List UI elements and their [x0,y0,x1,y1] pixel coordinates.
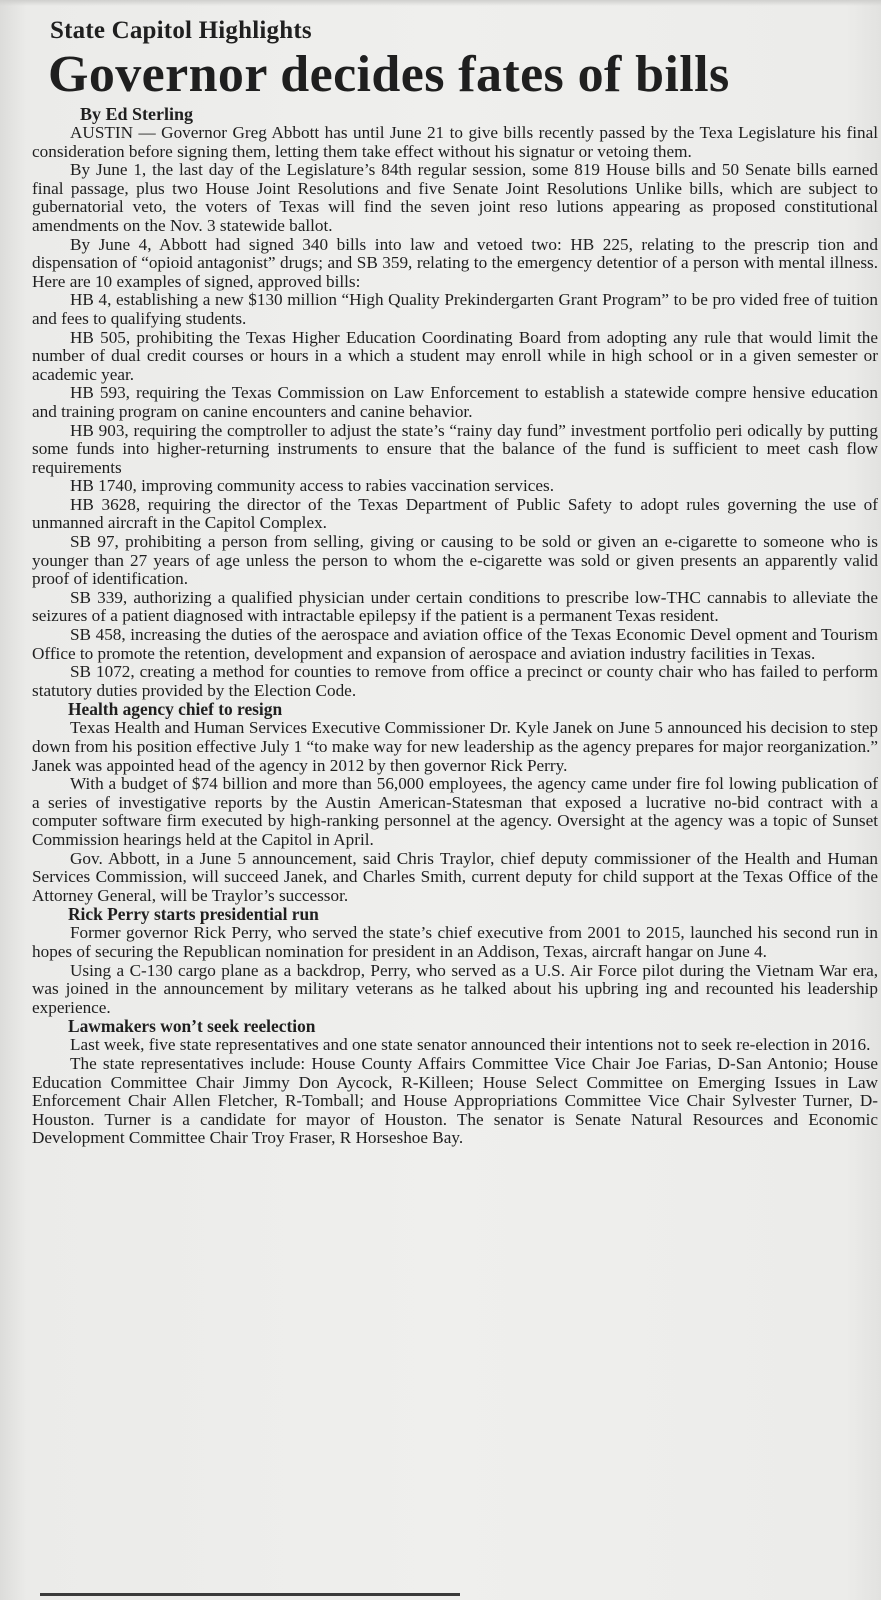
paragraph: AUSTIN — Governor Greg Abbott has until June 21 to give bills recently passed by the Texa Legislature his final consideration before signing them, letting them take effect without his signatur or vetoing them. [32,123,878,161]
subheading-health-agency: Health agency chief to resign [68,699,283,720]
paragraph: HB 903, requiring the comptroller to adjust the state’s “rainy day fund” investment portfolio peri odically by putting some funds into higher-returning instruments to ensure that the balance of the fund is sufficient to meet cash flow requirements [32,420,878,477]
paragraph: With a budget of $74 billion and more than 56,000 employees, the agency came under fire fol lowing publication of a series of investigative reports by the Austin American-Statesman that exposed a lucrative no-bid contract with a computer software firm executed by high-ranking personnel at the agency. Oversight at the agency was a topic of Sunset Commission hearings held at the Capitol in April. [32,774,878,849]
paragraph: Using a C-130 cargo plane as a backdrop, Perry, who served as a U.S. Air Force pilot during the Vietnam War era, was joined in the announcement by military veterans as he talked about his upbring ing and recounted his leadership experience. [32,960,878,1017]
paragraph: By June 4, Abbott had signed 340 bills into law and vetoed two: HB 225, relating to the prescrip tion and dispensation of “opioid antagonist” drugs; and SB 359, relating to the emergency detentior of a person with mental illness. Here are 10 examples of signed, approved bills: [32,234,878,291]
article-body [32,124,878,1148]
bottom-rule [40,1593,460,1596]
paragraph: SB 97, prohibiting a person from selling, giving or causing to be sold or given an e-cigarette to someone who is younger than 27 years of age unless the person to whom the e-cigarette was sold or given presents an apparently valid proof of identification. [32,532,878,589]
paragraph: Gov. Abbott, in a June 5 announcement, said Chris Traylor, chief deputy commissioner of the Health and Human Services Commission, will succeed Janek, and Charles Smith, current deputy for child support at the Texas Office of the Attorney General, will be Traylor’s successor. [32,848,878,905]
paragraph: SB 339, authorizing a qualified physician under certain conditions to prescribe low-THC cannabis to alleviate the seizures of a patient diagnosed with intractable epilepsy if the patient is a permanent Texas resident. [32,587,878,626]
paragraph: SB 1072, creating a method for counties to remove from office a precinct or county chair who has failed to perform statutory duties provided by the Election Code. [32,662,878,700]
paper-fold-shadow [0,0,881,6]
paragraph: Texas Health and Human Services Executive Commissioner Dr. Kyle Janek on June 5 announced his decision to step down from his position effective July 1 “to make way for new leadership as the agency prepares for major reorganization.” Janek was appointed head of the agency in 2012 by then governor Rick Perry. [32,718,878,775]
section-kicker: State Capitol Highlights [50,17,312,44]
paragraph: The state representatives include: House County Affairs Committee Vice Chair Joe Farias, D-San Antonio; House Education Committee Chair Jimmy Don Aycock, R-Killeen; House Select Committee on Emerging Issues in Law Enforcement Chair Allen Fletcher, R-Tomball; and House Appropriations Committee Vice Chair Sylvester Turner, D-Houston. Turner is a candidate for mayor of Houston. The senator is Senate Natural Resources and Economic Development Committee Chair Troy Fraser, R Horseshoe Bay. [32,1053,878,1148]
article-column [32,14,878,1148]
paragraph: HB 593, requiring the Texas Commission on Law Enforcement to establish a statewide compre hensive education and training program on canine encounters and canine behavior. [32,383,878,421]
subheading-rick-perry: Rick Perry starts presidential run [68,904,319,925]
paragraph: Former governor Rick Perry, who served the state’s chief executive from 2001 to 2015, launched his second run in hopes of securing the Republican nomination for president in an Addison, Texas, aircraft hangar on June 4. [32,923,878,961]
paragraph: Last week, five state representatives and one state senator announced their intentions not to seek re-election in 2016. [70,1035,871,1055]
paragraph: HB 1740, improving community access to rabies vaccination services. [70,476,554,496]
paragraph: By June 1, the last day of the Legislature’s 84th regular session, some 819 House bills and 50 Senate bills earned final passage, plus two House Joint Resolutions and five Senate Joint Resolutions Unlike bills, which are subject to gubernatorial veto, the voters of Texas will find the seven joint reso lutions appearing as proposed constitutional amendments on the Nov. 3 statewide ballot. [32,160,878,235]
paragraph: HB 3628, requiring the director of the Texas Department of Public Safety to adopt rules governing the use of unmanned aircraft in the Capitol Complex. [32,494,878,533]
subheading-lawmakers: Lawmakers won’t seek reelection [68,1016,316,1037]
article-headline: Governor decides fates of bills [48,46,730,103]
paragraph: HB 4, establishing a new $130 million “High Quality Prekindergarten Grant Program” to be pro vided free of tuition and fees to qualifying students. [32,290,878,328]
paragraph: HB 505, prohibiting the Texas Higher Education Coordinating Board from adopting any rule that would limit the number of dual credit courses or hours in a which a student may enroll while in high school or in a given semester or academic year. [32,327,878,384]
paragraph: SB 458, increasing the duties of the aerospace and aviation office of the Texas Economic Devel opment and Tourism Office to promote the retention, development and expansion of aerospace and aviation industry facilities in Texas. [32,625,878,663]
article-byline: By Ed Sterling [80,104,194,124]
